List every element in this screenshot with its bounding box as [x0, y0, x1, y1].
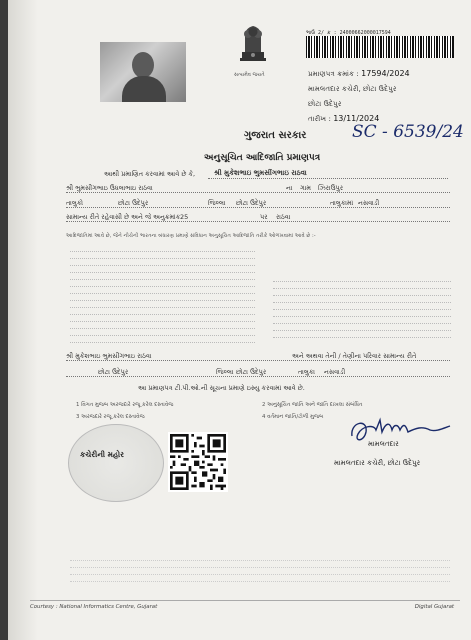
item-4: 4 વર્તમાન જાતિ/ટોળી મુજબ — [262, 414, 324, 420]
cert-number: 17594/2024 — [361, 69, 410, 78]
taluka: છોટા ઉદેપુર — [118, 199, 149, 207]
certificate-body: આદિજાતિમાં આવે છે, જેને નીચેની ભારતના બંધારણ પ્રમાણે સંવિધાન અનુસૂચિત આદિજાતિ તરીકે ઓળખવામાં આવે છે :- — [66, 233, 316, 239]
age-label: સામાન્ય રીતે રહેવાસી છે અને જે અનુક્રમાંક — [66, 213, 181, 221]
taluka-prefix: તાલુકો — [66, 199, 84, 207]
signature-role: મામલતદાર — [368, 440, 399, 448]
name-underline — [208, 178, 448, 179]
second-father-underline — [66, 360, 450, 361]
address-underline — [66, 207, 450, 208]
officer-signature — [346, 412, 456, 452]
second-address-underline — [66, 376, 450, 377]
order-list-left — [70, 246, 255, 344]
photo-face — [132, 52, 154, 78]
second-taluka: છોટા ઉદેપુર — [98, 368, 129, 376]
second-district-label: જિલ્લા — [216, 368, 234, 376]
applicant-name: શ્રી મુકેશભાઇ ભુમસીંગભાઇ રાઠવા — [214, 169, 307, 177]
second-taluka-label: તાલુકા — [298, 368, 315, 376]
page-fold-shadow — [8, 0, 38, 640]
second-father-name: શ્રી મુકેશભાઇ ભુમસીંગભાઇ રાઠવા — [66, 352, 152, 360]
tribe-label: પર — [260, 213, 268, 221]
father-name: શ્રી ભુમસીંગભાઇ ઉધલાભાઇ રાઠવા — [66, 184, 153, 192]
cert-number-line — [308, 69, 410, 79]
relation-suffix: ના — [286, 184, 293, 192]
item-3: 3 અરજદારે રજૂ કરેલ દસ્તાવેજ — [76, 414, 145, 420]
village-label: ગામ — [300, 184, 311, 192]
handwritten-reference: SC - 6539/24 — [352, 122, 464, 142]
office-seal — [68, 424, 164, 502]
item-1: 1 વિગત મુજબ અરજદારે રજૂ કરેલ દસ્તાવેજ — [76, 402, 174, 408]
tribe-underline — [66, 221, 450, 222]
certificate-title: અનુસૂચિત આદિજાતિ પ્રમાણપત્ર — [204, 153, 321, 163]
applicant-photo — [100, 42, 186, 102]
barcode — [306, 36, 454, 58]
government-title: ગુજરાત સરકાર — [244, 130, 307, 141]
certify-text: આથી પ્રમાણિત કરવામાં આવે છે કે, — [104, 170, 196, 178]
issuing-district: છોટા ઉદેપુર — [308, 99, 342, 108]
taluka-name: નસવાડી — [358, 199, 380, 207]
photo-body — [122, 76, 166, 102]
village: ઝિરાઉપુર — [318, 184, 344, 192]
footer-notes — [70, 556, 450, 584]
item-2: 2 અનુસૂચિત જાતિ અને જાતિ દાખલા સંબંધિત — [262, 402, 363, 408]
cert-number-label: પ્રમાણપત્ર ક્રમાંક : — [308, 69, 359, 78]
second-taluka-name: નસવાડી — [324, 368, 346, 376]
footer-brand: Digital Gujarat — [414, 604, 454, 610]
page-footer — [30, 600, 460, 610]
second-district: છોટા ઉદેપુર — [236, 368, 267, 376]
issue-date: 13/11/2024 — [333, 114, 380, 123]
issue-note: આ પ્રમાણપત્ર ટી.પી.ઓ.ની સૂચના પ્રમાણે ઇસ્યુ કરવામાં આવે છે. — [138, 384, 305, 392]
father-underline — [66, 192, 450, 193]
state-emblem-icon — [236, 22, 270, 70]
qr-code-icon — [168, 432, 228, 492]
issuing-office: મામલતદાર કચેરી, છોટા ઉદેપુર — [308, 84, 397, 93]
barcode-number: ભાઉ 2/ ક્ર : 24000662000017594 — [306, 30, 391, 36]
tribe: રાઠવા — [276, 213, 291, 221]
emblem-caption: સત્યમેવ જયતે — [234, 72, 265, 78]
second-suffix: અને અથવા તેની / તેણીના પરિવાર સામાન્ય રીતે — [292, 352, 417, 360]
serial-number: 25 — [180, 213, 189, 221]
certificate-sheet — [8, 0, 471, 640]
signature-office: મામલતદાર કચેરી, છોટા ઉદેપુર — [334, 459, 421, 467]
footer-courtesy: Courtesy : National Informatics Centre, Gujarat — [30, 604, 158, 610]
district-label: જિલ્લા — [208, 199, 226, 207]
issue-date-label: તારીખ : — [308, 114, 331, 123]
taluka-label: તાલુકામાં — [330, 199, 354, 207]
order-list-right — [273, 276, 451, 339]
office-seal-label: કચેરીની મહોર — [80, 450, 125, 459]
district: છોટા ઉદેપુર — [236, 199, 267, 207]
